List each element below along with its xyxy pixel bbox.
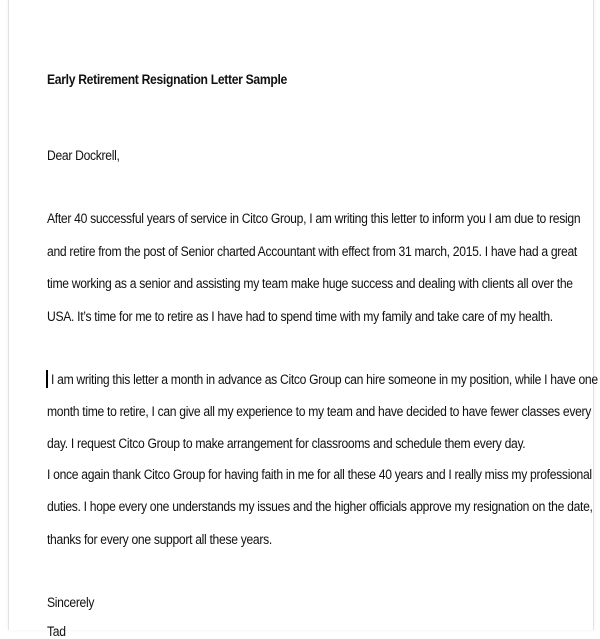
document-page <box>8 0 598 639</box>
closing: Sincerely <box>47 595 95 610</box>
text-cursor <box>46 370 48 388</box>
salutation: Dear Dockrell, <box>47 148 120 163</box>
paragraph-2-line-3: day. I request Citco Group to make arrangement for classrooms and schedule them every day. <box>47 436 526 451</box>
paragraph-2-line-6: thanks for every one support all these years. <box>47 532 272 547</box>
paragraph-1-line-3: time working as a senior and assisting my team make huge success and dealing with clients all over the <box>47 276 573 291</box>
paragraph-2-line-2: month time to retire, I can give all my experience to my team and have decided to have fewer classes every <box>47 404 592 419</box>
paragraph-2-line-1: I am writing this letter a month in advance as Citco Group can hire someone in my position, while I have one <box>51 372 598 387</box>
paragraph-2-line-5: duties. I hope every one understands my issues and the higher officials approve my resignation on the date, <box>47 499 593 514</box>
paragraph-1-line-4: USA. It’s time for me to retire as I have had to spend time with my family and take care of my health. <box>47 309 553 324</box>
letter-title: Early Retirement Resignation Letter Sample <box>47 72 287 87</box>
signature: Tad <box>47 624 66 639</box>
paragraph-1-line-2: and retire from the post of Senior charted Accountant with effect from 31 march, 2015. I have had a great <box>47 244 577 259</box>
paragraph-2-line-4: I once again thank Citco Group for having faith in me for all these 40 years and I really miss my professional <box>47 467 592 482</box>
paragraph-1-line-1: After 40 successful years of service in Citco Group, I am writing this letter to inform you I am due to resign <box>47 211 581 226</box>
